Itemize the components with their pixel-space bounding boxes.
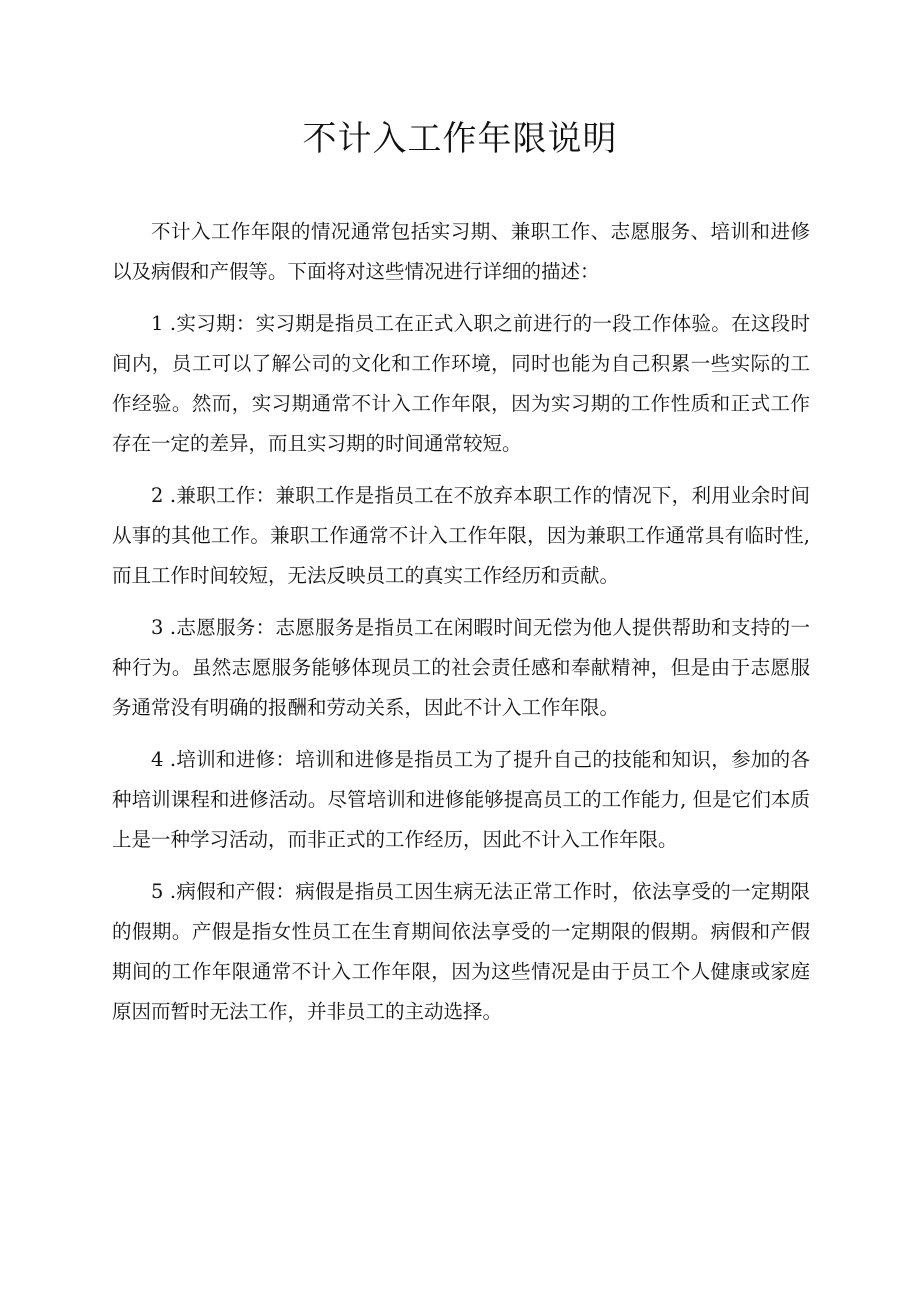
paragraph-training: 4 .培训和进修：培训和进修是指员工为了提升自己的技能和知识，参加的各种培训课程和进修活动。尽管培训和进修能够提高员工的工作能力, 但是它们本质上是一种学习活动，而非正式的工作经历，因此不计入工作年限。 — [112, 748, 810, 851]
page-title: 不计入工作年限说明 — [302, 119, 618, 159]
intro-paragraph: 不计入工作年限的情况通常包括实习期、兼职工作、志愿服务、培训和进修以及病假和产假等。下面将对这些情况进行详细的描述： — [112, 220, 810, 283]
paragraph-volunteer: 3 .志愿服务：志愿服务是指员工在闲暇时间无偿为他人提供帮助和支持的一种行为。虽然志愿服务能够体现员工的社会责任感和奉献精神，但是由于志愿服务通常没有明确的报酬和劳动关系，因此不计入工作年限。 — [112, 616, 810, 719]
paragraph-part-time: 2 .兼职工作：兼职工作是指员工在不放弃本职工作的情况下，利用业余时间从事的其他工作。兼职工作通常不计入工作年限，因为兼职工作通常具有临时性, 而且工作时间较短，无法反映员工的真实工作经历和贡献。 — [112, 484, 810, 587]
paragraph-leave: 5 .病假和产假：病假是指员工因生病无法正常工作时，依法享受的一定期限的假期。产假是指女性员工在生育期间依法享受的一定期限的假期。病假和产假期间的工作年限通常不计入工作年限，因为这些情况是由于员工个人健康或家庭原因而暂时无法工作，并非员工的主动选择。 — [112, 880, 810, 1023]
document-body — [112, 212, 810, 1044]
paragraph-internship: 1 .实习期：实习期是指员工在正式入职之前进行的一段工作体验。在这段时间内，员工可以了解公司的文化和工作环境，同时也能为自己积累一些实际的工作经验。然而，实习期通常不计入工作年限，因为实习期的工作性质和正式工作存在一定的差异，而且实习期的时间通常较短。 — [112, 312, 810, 455]
